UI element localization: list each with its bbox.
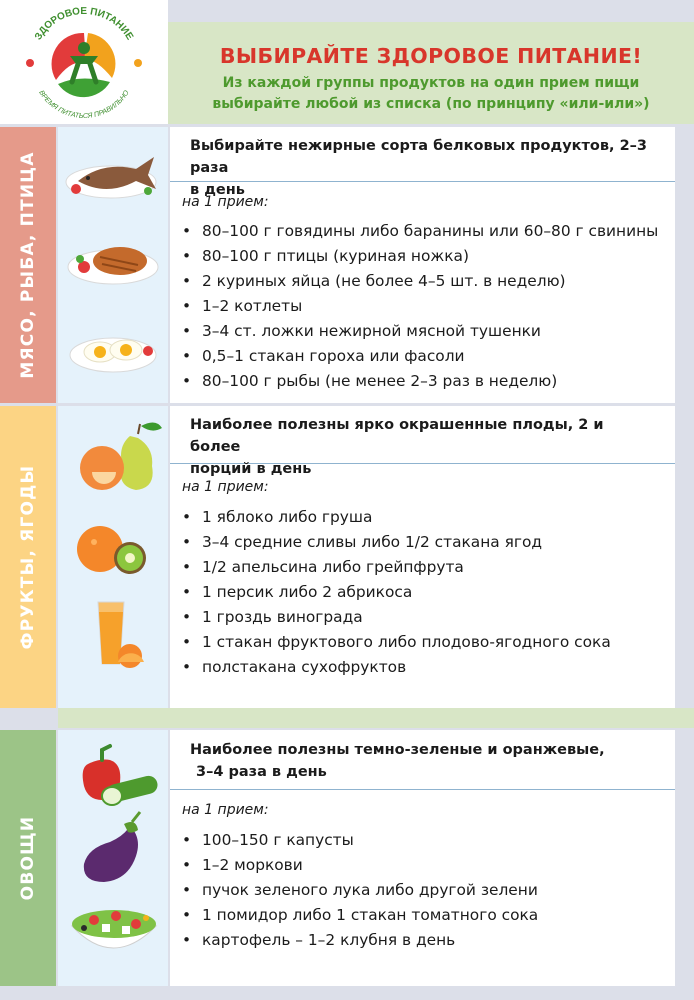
section-panel-meat xyxy=(170,127,675,403)
orange-kiwi-icon xyxy=(77,526,146,574)
section-panel-veg xyxy=(170,730,675,986)
list-item: • 100–150 г капусты xyxy=(182,831,354,849)
steak-plate-icon xyxy=(68,247,158,284)
item-list-fruit xyxy=(182,505,611,680)
logo-text-bottom: ВРЕМЯ ПИТАТЬСЯ ПРАВИЛЬНО xyxy=(37,89,131,121)
list-item: • 1 яблоко либо груша xyxy=(182,508,373,526)
list-item: • 1/2 апельсина либо грейпфрута xyxy=(182,558,464,576)
list-item: • 3–4 средние сливы либо 1/2 стакана ягод xyxy=(182,533,543,551)
list-item: • 1–2 котлеты xyxy=(182,297,303,315)
heading-line-1: Наиболее полезны ярко окрашенные плоды, 2 и более xyxy=(190,417,604,455)
list-item: • 2 куриных яйца (не более 4–5 шт. в неделю) xyxy=(182,272,566,290)
pepper-cucumber-icon xyxy=(83,746,160,805)
list-item: • 1 гроздь винограда xyxy=(182,608,363,626)
item-list-meat xyxy=(182,219,658,394)
peach-pear-icon xyxy=(80,422,162,490)
heading-line-1: Выбирайте нежирные сорта белковых продуктов, 2–3 раза xyxy=(190,138,648,176)
section-label-meat xyxy=(0,127,56,403)
salad-bowl-icon xyxy=(72,910,156,948)
juice-glass-icon xyxy=(98,602,144,668)
subtitle-line-2: выбирайте любой из списка (по принципу «или-или») xyxy=(212,96,650,112)
page-title: ВЫБИРАЙТЕ ЗДОРОВОЕ ПИТАНИЕ! xyxy=(219,44,643,68)
per-meal-label: на 1 прием: xyxy=(182,479,269,495)
subtitle-line-1: Из каждой группы продуктов на один прием пищи xyxy=(222,75,640,91)
section-title-veg: ОВОЩИ xyxy=(18,815,38,901)
section-title-fruit: ФРУКТЫ, ЯГОДЫ xyxy=(18,464,38,650)
page-subtitle xyxy=(168,73,694,115)
list-item: • 1 стакан фруктового либо плодово-ягодного сока xyxy=(182,633,611,651)
section-heading-fruit xyxy=(170,406,675,477)
section-label-fruit xyxy=(0,406,56,708)
section-images-fruit xyxy=(58,406,168,708)
list-item: • 3–4 ст. ложки нежирной мясной тушенки xyxy=(182,322,541,340)
list-item: • 1 помидор либо 1 стакан томатного сока xyxy=(182,906,539,924)
list-item: • 80–100 г птицы (куриная ножка) xyxy=(182,247,469,265)
list-item: • пучок зеленого лука либо другой зелени xyxy=(182,881,538,899)
section-label-veg xyxy=(0,730,56,986)
section-title-meat: МЯСО, РЫБА, ПТИЦА xyxy=(18,151,38,379)
heading-line-2: 3–4 раза в день xyxy=(196,764,327,780)
eggplant-icon xyxy=(84,812,140,882)
per-meal-label: на 1 прием: xyxy=(182,802,269,818)
list-item: • 1–2 моркови xyxy=(182,856,303,874)
item-list-veg xyxy=(182,828,538,953)
list-item: • полстакана сухофруктов xyxy=(182,658,407,676)
section-images-veg xyxy=(58,730,168,986)
page-header xyxy=(168,22,694,124)
section-heading-veg xyxy=(170,730,675,790)
list-item: • 0,5–1 стакан гороха или фасоли xyxy=(182,347,465,365)
section-heading-meat xyxy=(170,127,675,198)
list-item: • 1 персик либо 2 абрикоса xyxy=(182,583,413,601)
section-images-meat xyxy=(58,127,168,403)
heading-line-2: порций в день xyxy=(190,461,312,477)
section-panel-fruit xyxy=(170,406,675,708)
fish-plate-icon xyxy=(66,157,156,198)
per-meal-label: на 1 прием: xyxy=(182,194,269,210)
fried-eggs-icon xyxy=(70,338,156,372)
logo-text-top: ЗДОРОВОЕ ПИТАНИЕ xyxy=(32,6,136,43)
section-divider xyxy=(58,708,694,728)
list-item: • 80–100 г рыбы (не менее 2–3 раз в неделю) xyxy=(182,372,558,390)
heading-line-2: в день xyxy=(190,182,245,198)
list-item: • картофель – 1–2 клубня в день xyxy=(182,931,456,949)
heading-line-1: Наиболее полезны темно-зеленые и оранжевые, xyxy=(190,742,605,758)
logo xyxy=(0,0,168,124)
list-item: • 80–100 г говядины либо баранины или 60–80 г свинины xyxy=(182,222,659,240)
